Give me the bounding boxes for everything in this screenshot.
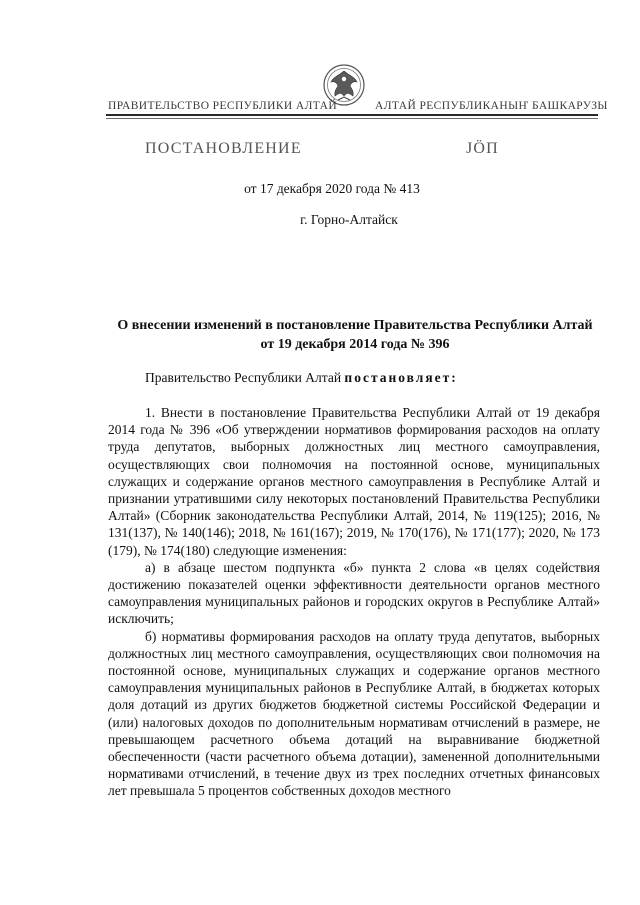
government-name-russian: ПРАВИТЕЛЬСТВО РЕСПУБЛИКИ АЛТАЙ (108, 100, 338, 112)
document-kind-altai: ЈÖП (466, 140, 499, 157)
paragraph-b: б) нормативы формирования расходов на оплату труда депутатов, выборных должностных лиц местного самоуправления, осуществляющих свои полномочия на постоянной основе, муниципальных служащих и содержание органов местного самоуправления муниципальных районов в Республике Алтай, в бюджетах которых доля дотаций из других бюджетов бюджетной системы Российской Федерации и (или) налоговых доходов по дополнительным нормативам отчислений в размере, не превышающем расчетного объема дотаций на выравнивание бюджетной обеспеченности (части расчетного объема дотации), замененной дополнительными нормативами отчислений, в течение двух из трех последних отчетных финансовых лет превышала 5 процентов собственных доходов местного (108, 628, 600, 799)
paragraph-1: 1. Внести в постановление Правительства Республики Алтай от 19 декабря 2014 года № 396 «Об утверждении нормативов формирования расходов на оплату труда депутатов, выборных должностных лиц местного самоуправления, осуществляющих свои полномочия на постоянной основе, муниципальных служащих и содержание органов местного самоуправления в Республике Алтай и признании утратившими силу некоторых постановлений Правительства Республики Алтай» (Сборник законодательства Республики Алтай, 2014, № 119(125); 2016, № 131(137), № 140(146); 2018, № 161(167); 2019, № 170(176), № 171(177); 2020, № 173 (179), № 174(180) следующие изменения: (108, 405, 600, 558)
paragraph-a: а) в абзаце шестом подпункта «б» пункта 2 слова «в целях содействия достижению показателей оценки эффективности деятельности органов местного самоуправления муниципальных районов и городских округов в Республике Алтай» исключить; (108, 559, 600, 627)
intro-verb: постановляет: (344, 370, 458, 385)
letterhead-rule-thin (106, 118, 598, 119)
government-name-altai: АЛТАЙ РЕСПУБЛИКАНЫҤ БАШКАРУЗЫ (375, 100, 608, 112)
resolution-intro (145, 370, 458, 386)
document-kind-russian: ПОСТАНОВЛЕНИЕ (145, 140, 302, 157)
document-city: г. Горно-Алтайск (300, 212, 398, 227)
intro-prefix: Правительство Республики Алтай (145, 370, 345, 385)
document-date-number: от 17 декабря 2020 года № 413 (244, 181, 420, 196)
document-body (108, 404, 600, 800)
document-title: О внесении изменений в постановление Правительства Республики Алтай от 19 декабря 2014 года № 396 (117, 318, 593, 352)
letterhead-rule-thick (106, 114, 598, 116)
